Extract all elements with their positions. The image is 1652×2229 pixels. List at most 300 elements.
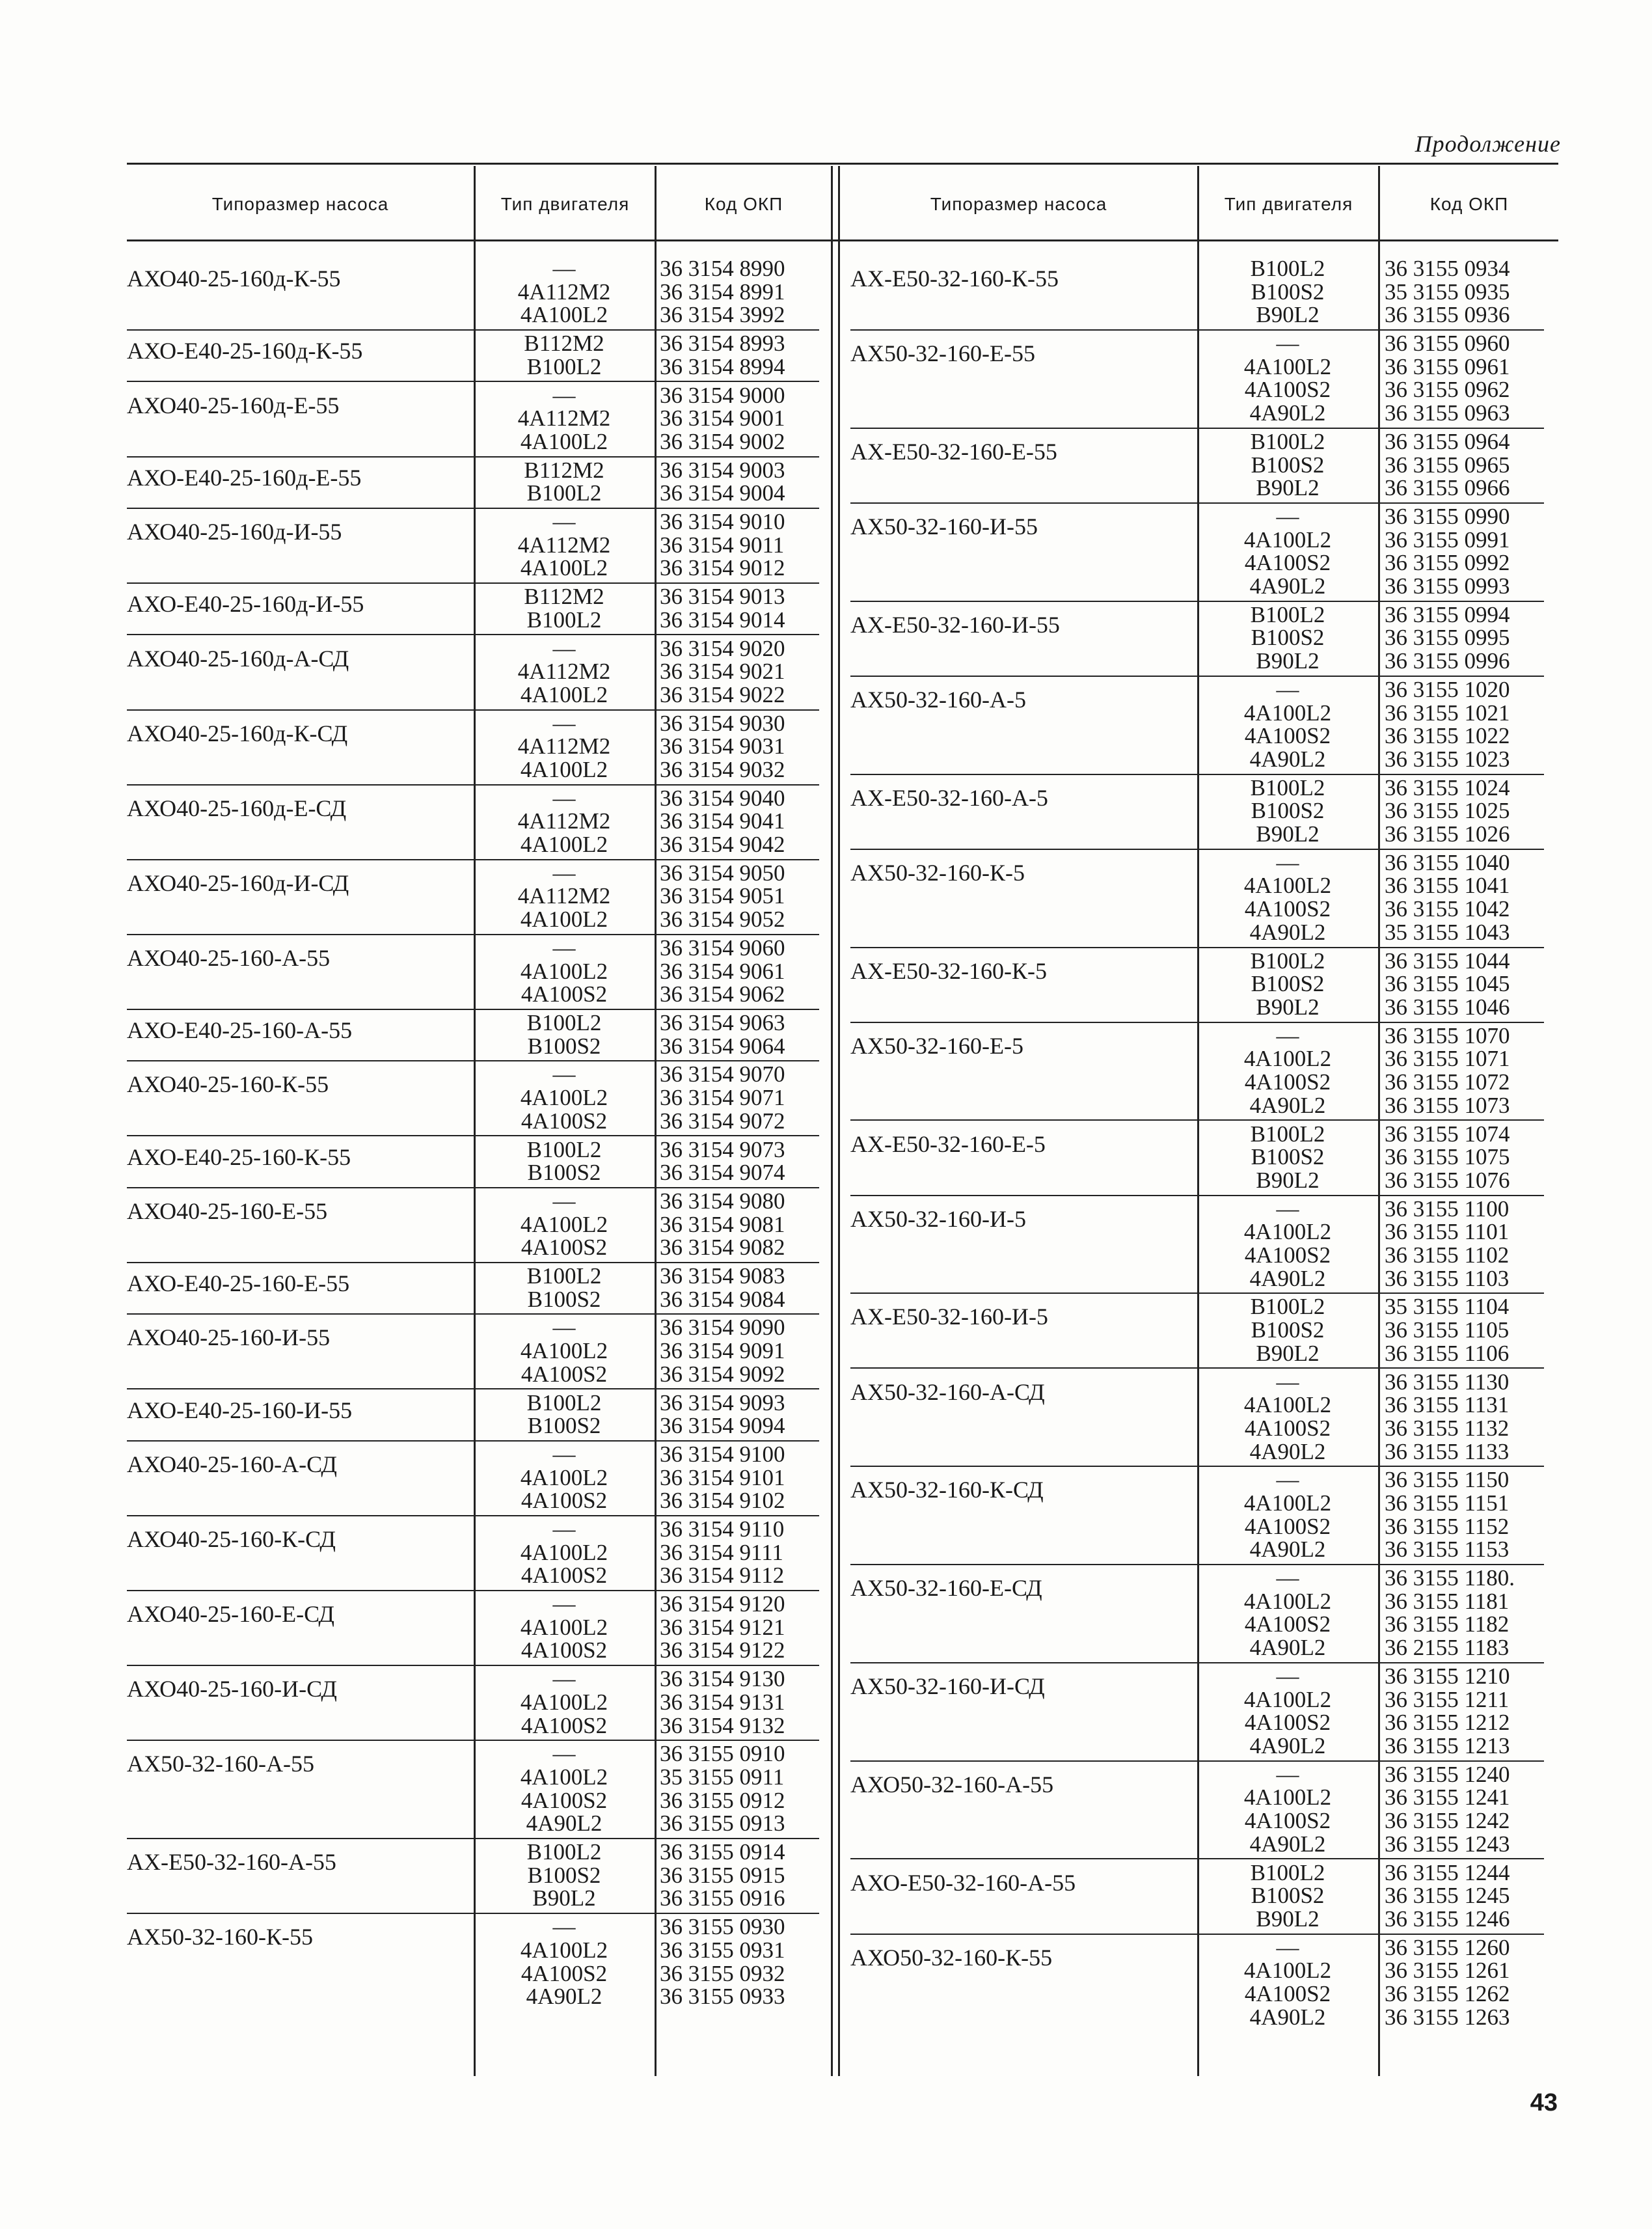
okp-code-cell: 36 3155 0995 bbox=[1385, 625, 1510, 651]
pump-size-cell: АХ-Е50-32-160-К-55 bbox=[850, 266, 1059, 292]
okp-code-cell: 36 3155 1022 bbox=[1385, 723, 1510, 749]
okp-code-cell: 36 3154 9031 bbox=[660, 733, 785, 759]
okp-code-cell: 36 3154 9051 bbox=[660, 883, 785, 909]
okp-code-cell: 36 3154 9094 bbox=[660, 1413, 785, 1439]
motor-type-cell: 4А100L2 bbox=[520, 302, 608, 328]
table-row-group bbox=[840, 1197, 1558, 1291]
motor-type-cell: — bbox=[1276, 849, 1299, 875]
okp-code-cell: 36 3154 9012 bbox=[660, 555, 785, 581]
okp-code-cell: 36 3154 9022 bbox=[660, 681, 785, 707]
motor-type-cell: — bbox=[552, 1741, 576, 1767]
table-row-group bbox=[127, 1518, 831, 1587]
motor-type-cell: 4А100L2 bbox=[1243, 1588, 1332, 1614]
okp-code-cell: 36 3155 1241 bbox=[1385, 1785, 1510, 1811]
motor-type-cell: В90L2 bbox=[1256, 648, 1320, 674]
pump-size-cell: АХО-Е40-25-160-А-55 bbox=[127, 1017, 353, 1043]
pump-size-cell: АХО40-25-160-А-СД bbox=[127, 1451, 337, 1477]
page-number: 43 bbox=[1530, 2089, 1558, 2116]
motor-type-cell: 4А90L2 bbox=[1249, 1265, 1326, 1291]
motor-type-cell: В100L2 bbox=[526, 1839, 602, 1865]
okp-code-cell: 36 3154 9110 bbox=[660, 1516, 785, 1542]
okp-code-cell: 36 3155 1263 bbox=[1385, 2004, 1510, 2030]
motor-type-cell: 4А100L2 bbox=[1243, 353, 1332, 379]
okp-code-cell: 36 3154 9090 bbox=[660, 1315, 785, 1341]
okp-code-cell: 36 3155 1150 bbox=[1385, 1467, 1510, 1493]
okp-code-cell: 36 3154 9083 bbox=[660, 1263, 785, 1289]
motor-type-cell: 4А100S2 bbox=[1244, 896, 1331, 922]
motor-type-cell: 4А100S2 bbox=[521, 1637, 608, 1663]
motor-type-cell: В90L2 bbox=[1256, 821, 1320, 847]
okp-code-cell: 36 3155 1151 bbox=[1385, 1490, 1510, 1516]
okp-code-cell: 36 3155 1073 bbox=[1385, 1092, 1510, 1118]
pump-size-cell: АХО40-25-160д-И-СД bbox=[127, 869, 349, 896]
okp-code-cell: 36 3154 9011 bbox=[660, 532, 785, 558]
motor-type-cell: В100S2 bbox=[527, 1160, 601, 1186]
okp-code-cell: 36 3155 0994 bbox=[1385, 601, 1510, 627]
motor-type-cell: — bbox=[1276, 1565, 1299, 1591]
okp-code-cell: 36 3154 9004 bbox=[660, 480, 785, 506]
table-row-group bbox=[840, 603, 1558, 673]
okp-code-cell: 36 3155 1261 bbox=[1385, 1958, 1510, 1984]
motor-type-cell: В100S2 bbox=[1251, 971, 1325, 997]
okp-code-cell: 36 3154 9121 bbox=[660, 1614, 785, 1640]
motor-type-cell: — bbox=[1276, 676, 1299, 702]
motor-type-cell: 4А90L2 bbox=[526, 1984, 603, 2010]
okp-code-cell: 36 3155 1025 bbox=[1385, 798, 1510, 824]
table-row-group bbox=[840, 1295, 1558, 1365]
table-row-group bbox=[840, 505, 1558, 598]
motor-type-cell: В90L2 bbox=[1256, 475, 1320, 501]
pump-size-cell: АХО40-25-160-К-СД bbox=[127, 1526, 336, 1552]
okp-code-cell: 36 3154 9052 bbox=[660, 907, 785, 933]
okp-code-cell: 36 2155 1183 bbox=[1385, 1635, 1510, 1661]
okp-code-cell: 36 3155 0991 bbox=[1385, 526, 1510, 553]
motor-type-cell: 4А100L2 bbox=[520, 555, 608, 581]
motor-type-cell: 4А100L2 bbox=[1243, 1219, 1332, 1245]
pump-size-cell: АХО-Е40-25-160-К-55 bbox=[127, 1143, 351, 1170]
pump-size-cell: АХ-Е50-32-160-Е-5 bbox=[850, 1130, 1046, 1157]
pump-size-cell: АХО40-25-160д-И-55 bbox=[127, 519, 342, 545]
table-row-group bbox=[840, 950, 1558, 1019]
header-motor-type-right: Тип двигателя bbox=[1224, 194, 1353, 214]
okp-code-cell: 36 3155 0993 bbox=[1385, 573, 1510, 599]
motor-type-cell: 4А100L2 bbox=[520, 1211, 608, 1237]
okp-code-cell: 36 3154 9010 bbox=[660, 509, 785, 534]
motor-type-cell: 4А100L2 bbox=[520, 958, 608, 984]
table-row-group bbox=[127, 1265, 831, 1311]
motor-type-cell: 4А100L2 bbox=[1243, 1686, 1332, 1712]
motor-type-cell: 4А112М2 bbox=[517, 405, 611, 431]
okp-code-cell: 36 3155 0915 bbox=[660, 1862, 785, 1888]
motor-type-cell: В100L2 bbox=[526, 480, 602, 506]
pump-size-cell: АХ50-32-160-А-СД bbox=[850, 1378, 1045, 1405]
motor-type-cell: 4А100L2 bbox=[520, 832, 608, 858]
pump-size-cell: АХО-Е50-32-160-А-55 bbox=[850, 1869, 1076, 1896]
okp-code-cell: 36 3155 1072 bbox=[1385, 1069, 1510, 1095]
motor-type-cell: В112М2 bbox=[524, 331, 604, 357]
okp-code-cell: 36 3155 1044 bbox=[1385, 948, 1510, 974]
motor-type-cell: В90L2 bbox=[1256, 302, 1320, 328]
pump-size-cell: АХО-Е40-25-160д-И-55 bbox=[127, 591, 364, 618]
motor-type-cell: 4А100L2 bbox=[1243, 873, 1332, 899]
okp-code-cell: 35 3155 1043 bbox=[1385, 919, 1510, 945]
motor-type-cell: 4А112М2 bbox=[517, 659, 611, 685]
table-row-group bbox=[127, 459, 831, 505]
okp-code-cell: 35 3155 1104 bbox=[1385, 1294, 1510, 1320]
motor-type-cell: В90L2 bbox=[532, 1885, 596, 1911]
table-row-group bbox=[840, 257, 1558, 327]
okp-code-cell: 36 3155 1070 bbox=[1385, 1022, 1510, 1048]
table-row-group bbox=[840, 1861, 1558, 1931]
okp-code-cell: 36 3154 9002 bbox=[660, 428, 785, 454]
okp-code-cell: 36 3154 3992 bbox=[660, 302, 785, 328]
table-row-group bbox=[127, 1063, 831, 1132]
okp-code-cell: 36 3155 1260 bbox=[1385, 1934, 1510, 1960]
motor-type-cell: 4А90L2 bbox=[1249, 573, 1326, 599]
motor-type-cell: 4А90L2 bbox=[1249, 1635, 1326, 1661]
motor-type-cell: — bbox=[552, 1914, 576, 1940]
okp-code-cell: 36 3155 0930 bbox=[660, 1914, 785, 1940]
okp-code-cell: 36 3154 9020 bbox=[660, 635, 785, 661]
pump-size-cell: АХ50-32-160-И-5 bbox=[850, 1205, 1026, 1232]
motor-type-cell: В100S2 bbox=[1251, 279, 1325, 305]
okp-code-cell: 36 3155 1105 bbox=[1385, 1317, 1510, 1343]
table-row-group bbox=[840, 1024, 1558, 1117]
table-row-group bbox=[127, 585, 831, 631]
motor-type-cell: — bbox=[552, 1666, 576, 1692]
table-row-group bbox=[840, 1763, 1558, 1856]
okp-code-cell: 36 3155 0931 bbox=[660, 1937, 785, 1963]
table-row-group bbox=[840, 430, 1558, 500]
pump-size-cell: АХО50-32-160-А-55 bbox=[850, 1771, 1054, 1798]
motor-type-cell: В100L2 bbox=[1250, 948, 1325, 974]
okp-code-cell: 36 3154 9091 bbox=[660, 1338, 785, 1364]
okp-code-cell: 36 3154 9042 bbox=[660, 832, 785, 858]
motor-type-cell: 4А112М2 bbox=[517, 733, 611, 759]
motor-type-cell: 4А100S2 bbox=[1244, 1980, 1331, 2006]
okp-code-cell: 36 3155 1131 bbox=[1385, 1392, 1510, 1418]
motor-type-cell: 4А100S2 bbox=[1244, 377, 1331, 403]
motor-type-cell: 4А100S2 bbox=[1244, 1808, 1331, 1834]
okp-code-cell: 36 3154 9122 bbox=[660, 1637, 785, 1663]
motor-type-cell: 4А100L2 bbox=[1243, 1392, 1332, 1418]
okp-code-cell: 36 3154 9040 bbox=[660, 785, 785, 811]
pump-size-cell: АХО40-25-160д-А-СД bbox=[127, 645, 349, 672]
header-pump-size-right: Типоразмер насоса bbox=[930, 194, 1107, 214]
okp-code-cell: 36 3154 9032 bbox=[660, 756, 785, 782]
table-row-group bbox=[840, 851, 1558, 944]
okp-code-cell: 36 3154 9132 bbox=[660, 1712, 785, 1738]
pump-size-cell: АХ50-32-160-Е-55 bbox=[850, 340, 1035, 367]
motor-type-cell: 4А100S2 bbox=[521, 1361, 608, 1387]
motor-type-cell: В90L2 bbox=[1256, 1167, 1320, 1193]
okp-code-cell: 36 3154 9001 bbox=[660, 405, 785, 431]
table-row-group bbox=[840, 1371, 1558, 1464]
okp-code-cell: 36 3155 1100 bbox=[1385, 1196, 1510, 1222]
motor-type-cell: В100L2 bbox=[1250, 601, 1325, 627]
okp-code-cell: 36 3155 1245 bbox=[1385, 1883, 1510, 1909]
table-row-group bbox=[127, 1138, 831, 1184]
okp-code-cell: 36 3154 9112 bbox=[660, 1563, 785, 1589]
motor-type-cell: В100S2 bbox=[1251, 1317, 1325, 1343]
motor-type-cell: — bbox=[1276, 1022, 1299, 1048]
motor-type-cell: — bbox=[1276, 1369, 1299, 1395]
pump-size-cell: АХО-Е40-25-160-И-55 bbox=[127, 1397, 353, 1423]
motor-type-cell: 4А90L2 bbox=[1249, 919, 1326, 945]
okp-code-cell: 36 3155 0914 bbox=[660, 1839, 785, 1865]
header-okp-code-right: Код ОКП bbox=[1429, 194, 1509, 214]
okp-code-cell: 36 3154 9093 bbox=[660, 1389, 785, 1415]
table-row-group bbox=[127, 1593, 831, 1662]
motor-type-cell: — bbox=[552, 785, 576, 811]
pump-size-cell: АХ50-32-160-И-СД bbox=[850, 1673, 1045, 1699]
okp-code-cell: 36 3155 1182 bbox=[1385, 1611, 1510, 1637]
pump-size-cell: АХО40-25-160-И-СД bbox=[127, 1676, 337, 1703]
okp-code-cell: 36 3155 1211 bbox=[1385, 1686, 1510, 1712]
table-row-group bbox=[840, 1665, 1558, 1758]
okp-code-cell: 36 3154 9073 bbox=[660, 1136, 785, 1162]
motor-type-cell: 4А112М2 bbox=[517, 883, 611, 909]
motor-type-cell: 4А100S2 bbox=[1244, 723, 1331, 749]
motor-type-cell: 4А90L2 bbox=[1249, 1537, 1326, 1563]
pump-size-cell: АХ50-32-160-А-55 bbox=[127, 1751, 314, 1777]
okp-code-cell: 36 3155 0961 bbox=[1385, 353, 1510, 379]
motor-type-cell: 4А90L2 bbox=[1249, 400, 1326, 426]
table-row-group bbox=[127, 787, 831, 856]
motor-type-cell: В100L2 bbox=[526, 1389, 602, 1415]
table-row-group bbox=[840, 332, 1558, 425]
okp-code-cell: 36 3155 0963 bbox=[1385, 400, 1510, 426]
motor-type-cell: 4А100S2 bbox=[1244, 1415, 1331, 1441]
motor-type-cell: 4А100S2 bbox=[1244, 1513, 1331, 1539]
table-row-group bbox=[127, 1391, 831, 1438]
motor-type-cell: 4А100L2 bbox=[520, 681, 608, 707]
okp-code-cell: 36 3155 1210 bbox=[1385, 1663, 1510, 1689]
pump-size-cell: АХО40-25-160-И-55 bbox=[127, 1324, 331, 1351]
table-row-group bbox=[127, 384, 831, 454]
motor-type-cell: В100L2 bbox=[1250, 1294, 1325, 1320]
table-row-group bbox=[840, 1936, 1558, 2029]
okp-code-cell: 36 3155 1244 bbox=[1385, 1859, 1510, 1885]
motor-type-cell: В100S2 bbox=[1251, 1144, 1325, 1170]
table-row-group bbox=[127, 510, 831, 580]
pump-size-cell: АХО40-25-160-А-55 bbox=[127, 944, 331, 971]
motor-type-cell: — bbox=[1276, 1761, 1299, 1787]
okp-code-cell: 36 3155 1021 bbox=[1385, 700, 1510, 726]
okp-code-cell: 36 3154 9100 bbox=[660, 1441, 785, 1467]
motor-type-cell: В100S2 bbox=[527, 1286, 601, 1312]
motor-type-cell: 4А100L2 bbox=[520, 907, 608, 933]
motor-type-cell: 4А90L2 bbox=[1249, 2004, 1326, 2030]
okp-code-cell: 36 3155 1243 bbox=[1385, 1831, 1510, 1857]
table-row-group bbox=[840, 678, 1558, 771]
okp-code-cell: 36 3155 1045 bbox=[1385, 971, 1510, 997]
okp-code-cell: 36 3155 1020 bbox=[1385, 676, 1510, 702]
pump-size-cell: АХ-Е50-32-160-И-5 bbox=[850, 1304, 1048, 1330]
motor-type-cell: 4А100L2 bbox=[520, 1539, 608, 1565]
motor-type-cell: В100L2 bbox=[1250, 256, 1325, 281]
motor-type-cell: В100S2 bbox=[527, 1862, 601, 1888]
motor-type-cell: 4А100S2 bbox=[1244, 1242, 1331, 1268]
motor-type-cell: 4А112М2 bbox=[517, 279, 611, 305]
okp-code-cell: 36 3155 1213 bbox=[1385, 1732, 1510, 1758]
okp-code-cell: 36 3154 9081 bbox=[660, 1211, 785, 1237]
motor-type-cell: 4А100S2 bbox=[1244, 1611, 1331, 1637]
pump-size-cell: АХО-Е40-25-160-Е-55 bbox=[127, 1270, 350, 1296]
motor-type-cell: 4А90L2 bbox=[1249, 746, 1326, 772]
motor-type-cell: В100S2 bbox=[1251, 798, 1325, 824]
okp-code-cell: 36 3155 0960 bbox=[1385, 331, 1510, 357]
table-row-group bbox=[840, 1123, 1558, 1192]
motor-type-cell: В100L2 bbox=[1250, 1859, 1325, 1885]
motor-type-cell: 4А100L2 bbox=[520, 1338, 608, 1364]
motor-type-cell: — bbox=[552, 1315, 576, 1341]
okp-code-cell: 36 3155 1046 bbox=[1385, 994, 1510, 1020]
divider-middle-a bbox=[831, 166, 833, 2076]
table-row-group bbox=[127, 1011, 831, 1058]
motor-type-cell: 4А100L2 bbox=[1243, 700, 1332, 726]
motor-type-cell: В112М2 bbox=[524, 584, 604, 610]
pump-size-cell: АХО-Е40-25-160д-К-55 bbox=[127, 338, 363, 364]
okp-code-cell: 36 3154 8994 bbox=[660, 353, 785, 379]
okp-code-cell: 36 3155 1024 bbox=[1385, 774, 1510, 800]
table-row-group bbox=[127, 637, 831, 707]
motor-type-cell: — bbox=[552, 1591, 576, 1617]
motor-type-cell: — bbox=[1276, 1467, 1299, 1493]
okp-code-cell: 36 3154 9092 bbox=[660, 1361, 785, 1387]
okp-code-cell: 36 3155 0933 bbox=[660, 1984, 785, 2010]
table-row-group bbox=[127, 1667, 831, 1737]
okp-code-cell: 36 3155 1132 bbox=[1385, 1415, 1510, 1441]
okp-code-cell: 36 3155 1240 bbox=[1385, 1761, 1510, 1787]
motor-type-cell: В100S2 bbox=[527, 1033, 601, 1059]
table-row-group bbox=[840, 1566, 1558, 1660]
motor-type-cell: — bbox=[552, 509, 576, 534]
table-row-group bbox=[840, 776, 1558, 846]
motor-type-cell: В100L2 bbox=[526, 1263, 602, 1289]
motor-type-cell: В100L2 bbox=[1250, 774, 1325, 800]
okp-code-cell: 36 3155 1103 bbox=[1385, 1265, 1510, 1291]
okp-code-cell: 36 3154 9060 bbox=[660, 935, 785, 961]
pump-size-cell: АХО40-25-160д-К-СД bbox=[127, 720, 348, 746]
table-row-group bbox=[127, 332, 831, 378]
okp-code-cell: 36 3154 9074 bbox=[660, 1160, 785, 1186]
motor-type-cell: 4А100S2 bbox=[1244, 1710, 1331, 1736]
header-rule bbox=[127, 239, 1558, 241]
okp-code-cell: 36 3154 9000 bbox=[660, 382, 785, 408]
pump-size-cell: АХ-Е50-32-160-И-55 bbox=[850, 611, 1060, 638]
pump-size-cell: АХ-Е50-32-160-Е-55 bbox=[850, 438, 1057, 465]
pump-size-cell: АХ-Е50-32-160-А-55 bbox=[127, 1849, 336, 1876]
motor-type-cell: 4А100S2 bbox=[521, 1960, 608, 1986]
okp-code-cell: 36 3154 9014 bbox=[660, 607, 785, 633]
okp-code-cell: 36 3154 9003 bbox=[660, 457, 785, 483]
table-row-group bbox=[127, 937, 831, 1006]
motor-type-cell: 4А90L2 bbox=[1249, 1732, 1326, 1758]
motor-type-cell: 4А100L2 bbox=[520, 1464, 608, 1490]
motor-type-cell: В100S2 bbox=[527, 1413, 601, 1439]
motor-type-cell: В100L2 bbox=[1250, 1121, 1325, 1147]
okp-code-cell: 36 3154 9111 bbox=[660, 1539, 783, 1565]
pump-size-cell: АХ50-32-160-А-5 bbox=[850, 686, 1026, 713]
okp-code-cell: 36 3155 0965 bbox=[1385, 452, 1510, 478]
motor-type-cell: — bbox=[552, 1188, 576, 1214]
pump-size-cell: АХ-Е50-32-160-К-5 bbox=[850, 957, 1047, 984]
motor-type-cell: — bbox=[552, 635, 576, 661]
pump-size-cell: АХО40-25-160-Е-55 bbox=[127, 1197, 328, 1224]
okp-code-cell: 36 3154 9013 bbox=[660, 584, 785, 610]
motor-type-cell: 4А100S2 bbox=[521, 981, 608, 1007]
okp-code-cell: 36 3155 0912 bbox=[660, 1787, 785, 1813]
motor-type-cell: 4А90L2 bbox=[526, 1811, 603, 1837]
motor-type-cell: — bbox=[552, 710, 576, 736]
motor-type-cell: — bbox=[552, 382, 576, 408]
motor-type-cell: 4А100L2 bbox=[1243, 1046, 1332, 1072]
table-row-group bbox=[840, 1468, 1558, 1561]
motor-type-cell: 4А100L2 bbox=[520, 1937, 608, 1963]
motor-type-cell: В90L2 bbox=[1256, 1906, 1320, 1932]
motor-type-cell: 4А100L2 bbox=[1243, 1490, 1332, 1516]
okp-code-cell: 36 3154 9070 bbox=[660, 1061, 785, 1087]
motor-type-cell: 4А100L2 bbox=[520, 1689, 608, 1715]
okp-code-cell: 36 3154 9064 bbox=[660, 1033, 785, 1059]
header-pump-size-left: Типоразмер насоса bbox=[211, 194, 389, 214]
okp-code-cell: 36 3155 1023 bbox=[1385, 746, 1510, 772]
pump-size-cell: АХО40-25-160-К-55 bbox=[127, 1071, 329, 1098]
table-row-group bbox=[127, 1742, 831, 1835]
motor-type-cell: 4А100L2 bbox=[520, 1614, 608, 1640]
motor-type-cell: 4А100L2 bbox=[520, 428, 608, 454]
motor-type-cell: — bbox=[1276, 331, 1299, 357]
motor-type-cell: 4А100S2 bbox=[521, 1488, 608, 1514]
motor-type-cell: — bbox=[552, 1061, 576, 1087]
okp-code-cell: 36 3155 0992 bbox=[1385, 550, 1510, 576]
header-motor-type-left: Тип двигателя bbox=[500, 194, 630, 214]
okp-code-cell: 36 3155 0964 bbox=[1385, 428, 1510, 454]
motor-type-cell: В100L2 bbox=[526, 1136, 602, 1162]
okp-code-cell: 36 3154 9131 bbox=[660, 1689, 785, 1715]
motor-type-cell: — bbox=[552, 935, 576, 961]
okp-code-cell: 36 3155 1246 bbox=[1385, 1906, 1510, 1932]
okp-code-cell: 36 3154 9120 bbox=[660, 1591, 785, 1617]
table-row-group bbox=[127, 712, 831, 782]
motor-type-cell: В100L2 bbox=[1250, 428, 1325, 454]
motor-type-cell: 4А100S2 bbox=[521, 1787, 608, 1813]
motor-type-cell: 4А100S2 bbox=[521, 1712, 608, 1738]
motor-type-cell: В100L2 bbox=[526, 607, 602, 633]
pump-size-cell: АХО40-25-160д-К-55 bbox=[127, 266, 341, 292]
okp-code-cell: 36 3154 8991 bbox=[660, 279, 785, 305]
pump-size-cell: АХО40-25-160-Е-СД bbox=[127, 1601, 334, 1628]
okp-code-cell: 36 3155 1074 bbox=[1385, 1121, 1510, 1147]
motor-type-cell: 4А100L2 bbox=[1243, 1785, 1332, 1811]
table-row-group bbox=[127, 257, 831, 327]
okp-code-cell: 36 3155 0932 bbox=[660, 1960, 785, 1986]
okp-code-cell: 36 3154 9050 bbox=[660, 860, 785, 886]
okp-code-cell: 36 3155 1153 bbox=[1385, 1537, 1510, 1563]
motor-type-cell: — bbox=[552, 1516, 576, 1542]
motor-type-cell: В100S2 bbox=[1251, 1883, 1325, 1909]
okp-code-cell: 36 3155 1026 bbox=[1385, 821, 1510, 847]
pump-size-cell: АХ50-32-160-И-55 bbox=[850, 513, 1038, 540]
pump-size-cell: АХ50-32-160-К-СД bbox=[850, 1477, 1044, 1503]
okp-code-cell: 36 3155 1101 bbox=[1385, 1219, 1510, 1245]
okp-code-cell: 36 3154 9062 bbox=[660, 981, 785, 1007]
pump-size-cell: АХ50-32-160-К-55 bbox=[127, 1924, 313, 1950]
motor-type-cell: 4А90L2 bbox=[1249, 1438, 1326, 1464]
pump-size-cell: АХО-Е40-25-160д-Е-55 bbox=[127, 464, 362, 491]
okp-code-cell: 36 3154 9061 bbox=[660, 958, 785, 984]
